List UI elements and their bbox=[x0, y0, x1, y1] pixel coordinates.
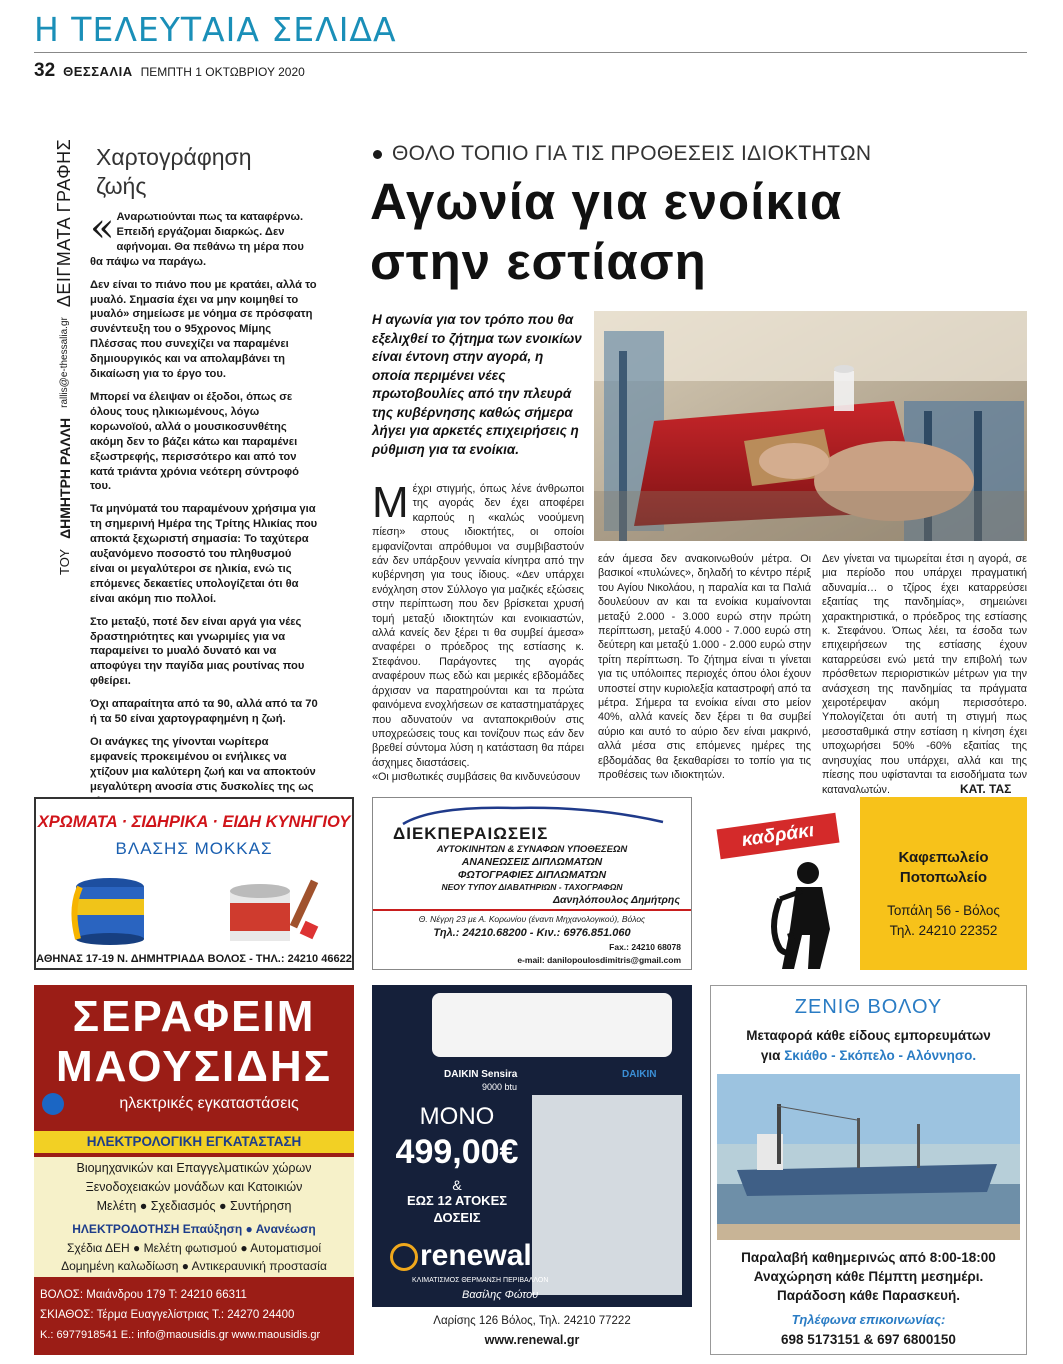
ad-mokkas[interactable] bbox=[34, 797, 354, 970]
renewal-person: Βασίλης Φώτου bbox=[462, 1289, 539, 1301]
column-name: ΔΕΙΓΜΑΤΑ ΓΡΑΦΗΣ bbox=[54, 138, 74, 308]
column-author: ΔΗΜΗΤΡΗ ΡΑΛΛΗ bbox=[56, 417, 73, 539]
kadraki-logo: καδράκι bbox=[716, 813, 839, 859]
column-title bbox=[96, 143, 316, 201]
zenith-line1: Μεταφορά κάθε είδους εμπορευμάτων bbox=[746, 1028, 991, 1043]
ad-kadraki[interactable] bbox=[710, 797, 1027, 970]
renewal-web[interactable]: www.renewal.gr bbox=[484, 1333, 580, 1347]
maousidis-contact: ΒΟΛΟΣ: Μαιάνδρου 179 Τ: 24210 66311 bbox=[40, 1289, 247, 1301]
renewal-mono: ΜΟΝΟ bbox=[419, 1103, 495, 1130]
kadraki-phone: Τηλ. 24210 22352 bbox=[889, 923, 998, 938]
article-lede: Η αγωνία για τον τρόπο που θα εξελιχθεί το ζήτημα των ενοικίων είναι έντονη στην αγορά, η οποία περιμένει νέες πρωτοβουλίες από την πλευρά της κυβέρνησης καθώς σήμερα λήγει για αρκετές επιχειρήσεις η ρύθμιση για τα ενοίκια. bbox=[372, 312, 582, 457]
maousidis-name-line2: ΜΑΟΥΣΙΔΗΣ bbox=[55, 1042, 333, 1091]
renewal-logo-sub: ΚΛΙΜΑΤΙΣΜΟΣ ΘΕΡΜΑΝΣΗ ΠΕΡΙΒΑΛΛΟΝ bbox=[412, 1277, 549, 1284]
section-title: Η ΤΕΛΕΥΤΑΙΑ ΣΕΛΙΔΑ bbox=[34, 10, 397, 49]
zenith-departure: Αναχώρηση κάθε Πέμπτη μεσημέρι. bbox=[753, 1269, 984, 1284]
maousidis-service: ΗΛΕΚΤΡΟΔΟΤΗΣΗ Επαύξηση ● Ανανέωση bbox=[72, 1222, 316, 1236]
maousidis-service: Μελέτη ● Σχεδιασμός ● Συντήρηση bbox=[96, 1199, 292, 1213]
article-kicker: ΘΟΛΟ ΤΟΠΙΟ ΓΙΑ ΤΙΣ ΠΡΟΘΕΣΕΙΣ ΙΔΙΟΚΤΗΤΩΝ bbox=[373, 142, 871, 166]
ad-maousidis[interactable] bbox=[34, 985, 354, 1355]
maousidis-service: Σχέδια ΔΕΗ ● Μελέτη φωτισμού ● Αυτοματισμοί bbox=[67, 1241, 321, 1255]
article-paragraph: Μέχρι στιγμής, όπως λένε άνθρωποι της αγοράς δεν έχει αποφέρει καρπούς η «καλώς νοούμενη πίεση» στους ιδιοκτήτες, οι οποίοι εμφανίζονται απρόθυμοι να συμβιβαστούν εάν δεν υπάρξουν γενναία κίνητρα από την κυβέρνηση για τους ίδιους. «Δεν υπάρχει ενόχληση στον Σύλλογο για μαζικές εξώσεις στην περίπτωση που δεν βρίσκεται χρυσή τομή μεταξύ ιδιοκτητών και ενοικιαστών, αλλά κανείς δεν ξέρει τι θα συμβεί άμεσα» αναφέρει ο πρόεδρος της εστίασης κ. Στεφάνου. Παράγοντες της αγοράς αναφέρουν πως εδώ και μερικές εβδομάδες άρχισαν να παρατηρούνται και τα πρώτα φαινόμενα ενοχλήσεων σε καταστηματάρχες που αδυνατούν να ανταποκριθούν στις υποχρεώσεις τους και τονίζουν πως εάν δεν βρεθεί σύντομα λύση η κατάσταση θα πάρει άσχημες διαστάσεις. bbox=[372, 478, 584, 769]
danilopoulos-address: Θ. Νέγρη 23 με Α. Κορωνίου (έναντι Μηχανολογικού), Βόλος bbox=[418, 914, 646, 924]
ad-danilopoulos[interactable] bbox=[372, 797, 692, 970]
danilopoulos-phones: Τηλ.: 24210.68200 - Κιν.: 6976.851.060 bbox=[433, 927, 631, 939]
maousidis-logo-icon bbox=[42, 1093, 64, 1115]
red-divider bbox=[373, 909, 691, 911]
danilopoulos-service: ΑΝΑΝΕΩΣΕΙΣ ΔΙΠΛΩΜΑΤΩΝ bbox=[461, 856, 603, 868]
drop-cap: Μ bbox=[372, 478, 409, 527]
column-paragraph: « Αναρωτιούνται πως τα καταφέρνω. Επειδή εργάζομαι διαρκώς. Δεν αφήνομαι. Θα πεθάνω τη μέρα που θα πάψω να παράγω. bbox=[90, 205, 304, 268]
article-photo bbox=[594, 311, 1027, 541]
renewal-installments: ΔΟΣΕΙΣ bbox=[433, 1210, 481, 1225]
ad-zenith[interactable] bbox=[710, 985, 1027, 1355]
article-column-2 bbox=[598, 552, 811, 783]
paper-name: ΘΕΣΣΑΛΙΑ bbox=[63, 64, 133, 79]
article-signoff: ΚΑΤ. ΤΑΣ bbox=[960, 782, 1012, 796]
maousidis-contact[interactable]: Κ.: 6977918541 E.: info@maousidis.gr www.maousidis.gr bbox=[40, 1329, 321, 1341]
zenith-phones-label: Τηλέφωνα επικοινωνίας: bbox=[791, 1312, 946, 1327]
column-paragraph: Δεν είναι το πιάνο που με κρατάει, αλλά το μυαλό. Σημασία έχει να μην κοιμηθεί το μυαλό» σημείωσε με νόημα σε πρόσφατη συνέντευξη του ο 95χρονος Μίμης Πλέσσας που συνεχίζει να παραμένει δημιουργικός και να απολαμβάνει τη δικαίωση για το έργο του. bbox=[90, 278, 317, 381]
danilopoulos-name: Δανηλόπουλος Δημήτρης bbox=[553, 894, 680, 906]
column-paragraph: Στο μεταξύ, ποτέ δεν είναι αργά για νέες δραστηριότητες και γνωριμίες για να παραμείνει το μυαλό δυνατό και να αποφύγει την παγίδα μιας ρουτίνας που φθείρει. bbox=[90, 615, 305, 688]
danilopoulos-title: ΔΙΕΚΠΕΡΑΙΩΣΕΙΣ bbox=[393, 824, 549, 843]
article-paragraph: Δεν γίνεται να τιμωρείται έτσι η αγορά, σε μια περίοδο που υπάρχει πραγματική αδυναμία… ο τζίρος έχει καταρρεύσει εξαιτίας της πανδημίας», σημειώνει χαρακτηριστικά, ο πρόεδρος της εστίασης κ. Στεφάνου. Όπως λέει, τα έσοδα των επιχειρήσεων της εστίασης έχουν καταρρεύσει ενώ μετά την επιβολή των πρόσθετων περιοριστικών μέτρων για την ανάσχεση της πανδημίας τα πράγματα χειροτέρεψαν ακόμη περισσότερο. Υπολογίζεται ότι αυτή τη στιγμή πως μεσοσταθμικά στην εστίαση η κίνηση έχει υποχωρήσει 50% -60% εξαιτίας της ανησυχίας που υπάρχει, αλλά και της πίεσης που υφίστανται τα εισοδήματα των καταναλωτών. bbox=[822, 553, 1027, 796]
maousidis-name-line1: ΣΕΡΑΦΕΙΜ bbox=[72, 992, 316, 1041]
renewal-btu: 9000 btu bbox=[482, 1082, 518, 1092]
column-body bbox=[90, 205, 318, 818]
renewal-price: 499,00€ bbox=[395, 1133, 519, 1171]
maousidis-service: Βιομηχανικών και Επαγγελματικών χώρων bbox=[76, 1161, 312, 1175]
article-paragraph: εάν άμεσα δεν ανακοινωθούν μέτρα. Οι βασικοί «πυλώνες», δηλαδή το κέντρο πέριξ του Αγίου Νικολάου, η παραλία και τα Παλιά δουλεύουν αν και τα ενοίκια κυμαίνονται μεταξύ 2.000 - 3.000 ευρώ στην πρώτη περίπτωση, μεταξύ 4.000 - 7.000 ευρώ στη δεύτερη και μεταξύ 1.000 - 2.000 ευρώ στην τρίτη περίπτωση. Το ζήτημα είναι τι γίνεται για τις υπόλοιπες περιοχές όπου όλοι έχουν υποστεί στην κυριολεξία καταστροφή από τα μέτρα. Σήμερα τα ενοίκια είναι στο μείον 40%, αλλά κανείς δεν ξέρει τι θα συμβεί αύριο και αυτό το αύριο δεν είναι μακρινό, αλλά μέσα στις επόμενες ημέρες της εβδομάδας θα ξεκαθαρίσει το τοπίο για τις προθέσεις των ιδιοκτητών. bbox=[598, 553, 811, 782]
column-email[interactable]: rallis@e-thessalia.gr bbox=[59, 317, 70, 408]
renewal-amp: & bbox=[452, 1177, 462, 1193]
kadraki-type-cafe: Καφεπωλείο bbox=[898, 849, 989, 866]
zenith-phones: 698 5173151 & 697 6800150 bbox=[781, 1332, 956, 1347]
paint-cans-icon bbox=[50, 869, 340, 947]
column-paragraph: Μπορεί να έλειψαν οι έξοδοι, όπως σε όλους τους ηλικιωμένους, λόγω κορωνοϊού, αλλά ο μουσικοσυνθέτης ακόμη δεν το βάζει κάτω και παραμένει εξωστρεφής, περισσότερο και από τον κατά τριάντα χρόνια νεότερη σύντροφό του. bbox=[90, 390, 299, 493]
renewal-installments: ΕΩΣ 12 ΑΤΟΚΕΣ bbox=[406, 1193, 508, 1208]
zenith-destinations: Σκιάθο - Σκόπελο - Αλόννησο. bbox=[784, 1048, 977, 1063]
masthead-rule bbox=[34, 52, 1027, 53]
maousidis-heading: ΗΛΕΚΤΡΟΛΟΓΙΚΗ ΕΓΚΑΤΑΣΤΑΣΗ bbox=[34, 1131, 354, 1153]
maousidis-tagline: ηλεκτρικές εγκαταστάσεις bbox=[119, 1095, 299, 1112]
danilopoulos-email[interactable]: e-mail: danilopoulosdimitris@gmail.com bbox=[517, 955, 681, 965]
zenith-delivery: Παράδοση κάθε Παρασκευή. bbox=[777, 1288, 960, 1303]
danilopoulos-fax: Fax.: 24210 68078 bbox=[609, 942, 681, 952]
column-byline bbox=[54, 138, 75, 575]
saxophone-player-icon bbox=[750, 859, 850, 969]
air-conditioner-image bbox=[432, 993, 672, 1057]
zenith-title: ΖΕΝΙΘ ΒΟΛΟΥ bbox=[794, 996, 943, 1018]
column-paragraph: Τα μηνύματά του παραμένουν χρήσιμα για τη σημερινή Ημέρα της Τρίτης Ηλικίας που αποκτά ξεχωριστή σημασία: Το ταχύτερα αυξανόμενο ποσοστό του πληθυσμού είναι οι μεγαλύτεροι σε ηλικία, ενώ τις επόμενες δεκαετίες υπολογίζεται ότι θα είναι ακόμη πιο πολλοί. bbox=[90, 503, 318, 605]
bullet-icon bbox=[373, 150, 382, 159]
article-column-3 bbox=[822, 552, 1027, 797]
column-title-line1: Χαρτογράφηση bbox=[96, 144, 252, 170]
issue-date: ΠΕΜΠΤΗ 1 ΟΚΤΩΒΡΙΟΥ 2020 bbox=[140, 65, 305, 79]
mokkas-address: ΑΘΗΝΑΣ 17-19 Ν. ΔΗΜΗΤΡΙΑΔΑ ΒΟΛΟΣ - ΤΗΛ.: 24210 46622 bbox=[36, 949, 352, 969]
cargo-ship-photo bbox=[717, 1074, 1020, 1240]
headline-line2: στην εστίαση bbox=[370, 233, 707, 290]
mokkas-products: ΧΡΩΜΑΤΑ · ΣΙΔΗΡΙΚΑ · ΕΙΔΗ ΚΥΝΗΓΙΟΥ bbox=[37, 813, 351, 831]
folio bbox=[34, 60, 305, 82]
danilopoulos-service: ΦΩΤΟΓΡΑΦΙΕΣ ΔΙΠΛΩΜΑΤΩΝ bbox=[457, 869, 607, 881]
mokkas-name: ΒΛΑΣΗΣ ΜΟΚΚΑΣ bbox=[115, 839, 273, 858]
danilopoulos-service: ΑΥΤΟΚΙΝΗΤΩΝ & ΣΥΝΑΦΩΝ ΥΠΟΘΕΣΕΩΝ bbox=[436, 844, 628, 855]
opening-quote: « bbox=[90, 205, 115, 251]
zenith-line2: για Σκιάθο - Σκόπελο - Αλόννησο. bbox=[760, 1048, 977, 1063]
renewal-address: Λαρίσης 126 Βόλος, Τηλ. 24210 77222 bbox=[433, 1315, 631, 1327]
column-paragraph: Όχι απαραίτητα από τα 90, αλλά από τα 70 ή τα 50 είναι χαρτογραφημένη η ζωή. bbox=[90, 698, 318, 726]
room-photo bbox=[532, 1095, 682, 1295]
column-paragraph: Οι ανάγκες της γίνονται νωρίτερα εμφανείς προκειμένου οι ενήλικες να χτίζουν μια καλύτερη ζωή και να αποκτούν μεγαλύτερη ανοσία στις δυσκολίες της ως bbox=[90, 736, 316, 793]
article-column-1 bbox=[372, 478, 584, 785]
kadraki-type-bar: Ποτοπωλείο bbox=[899, 869, 988, 886]
column-title-line2: ζωής bbox=[96, 173, 147, 199]
ad-renewal[interactable] bbox=[372, 985, 692, 1355]
maousidis-service: Δομημένη καλωδίωση ● Αντικεραυνική προστασία bbox=[61, 1259, 327, 1273]
danilopoulos-service: ΝΕΟΥ ΤΥΠΟΥ ΔΙΑΒΑΤΗΡΙΩΝ - ΤΑΧΟΓΡΑΦΩΝ bbox=[441, 882, 623, 892]
renewal-logo-icon bbox=[390, 1243, 418, 1271]
article-paragraph: «Οι μισθωτικές συμβάσεις θα κινδυνεύσουν bbox=[372, 771, 581, 784]
zenith-pickup: Παραλαβή καθημερινώς από 8:00-18:00 bbox=[741, 1250, 996, 1265]
daikin-brand: DAIKIN bbox=[622, 1069, 657, 1080]
cafe-table-photo bbox=[594, 311, 1027, 541]
page-number: 32 bbox=[34, 60, 56, 81]
kadraki-address: Τοπάλη 56 - Βόλος bbox=[887, 903, 1000, 918]
renewal-model: DAIKIN Sensira bbox=[444, 1069, 518, 1080]
article-headline bbox=[370, 172, 1020, 292]
maousidis-service: Ξενοδοχειακών μονάδων και Κατοικιών bbox=[85, 1180, 303, 1194]
renewal-logo: renewal bbox=[420, 1239, 532, 1272]
maousidis-contact: ΣΚΙΑΘΟΣ: Τέρμα Ευαγγελίστριας Τ.: 24270 24400 bbox=[40, 1309, 295, 1321]
byline-prefix: ΤΟΥ bbox=[57, 548, 72, 575]
headline-line1: Αγωνία για ενοίκια bbox=[370, 173, 843, 230]
